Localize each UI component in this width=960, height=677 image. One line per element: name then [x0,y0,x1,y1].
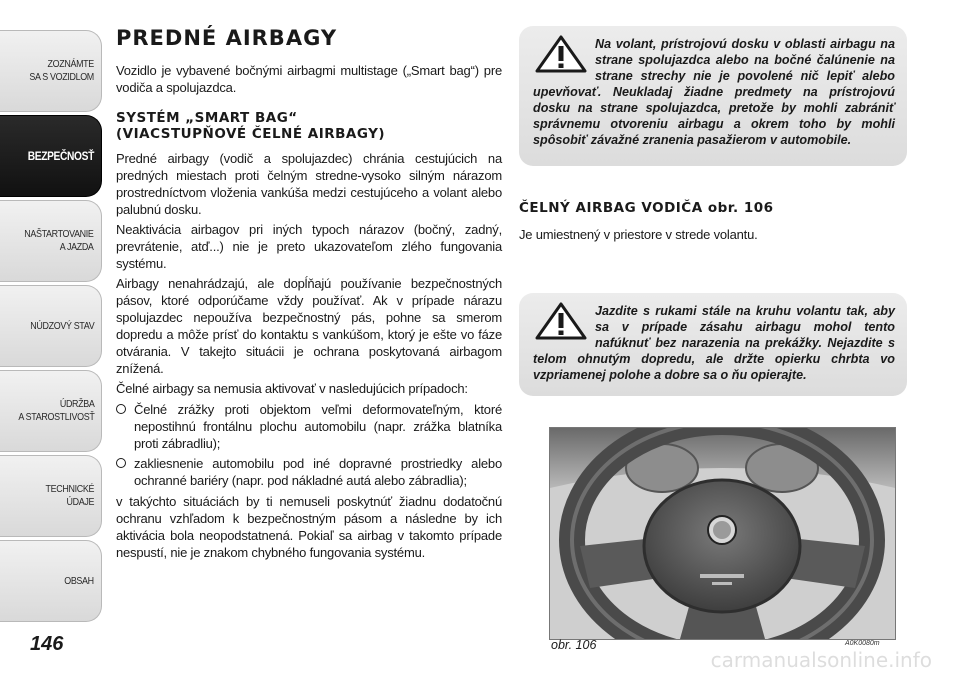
paragraph-3: Airbagy nenahrádzajú, ale dopĺňajú používanie bezpečnostných pásov, ktoré odporúčame vždy používať. Ak v prípade nárazu spolujazdec nepoužíva bezpečnostný pás, pohne sa smerom dopredu a môže prísť do kontaktu s vankúšom, ktorý je ešte vo fáze otvárania. V takejto situácii je ochrana poskytovaná airbagom znížená. [116,276,502,376]
tab-nudzovy-stav[interactable] [0,285,102,367]
tab-zoznamte-sa-s-vozidlom[interactable] [0,30,102,112]
list-item-text: zakliesnenie automobilu pod iné dopravné prostriedky alebo ochranné bariéry (napr. pod nákladné autá alebo zábradlia); [134,456,502,488]
intro-paragraph: Vozidlo je vybavené bočnými airbagmi multistage („Smart bag“) pre vodiča a spolujazdca. [116,63,502,95]
section-text-driver-airbag: Je umiestnený v priestore v strede volantu. [519,227,758,242]
warning-text-1-content: Na volant, prístrojovú dosku v oblasti airbagu na strane spolujazdca alebo na bočné čalúnenie na strane strechy nie je povolené nič lepiť alebo upevňovať. Neukladaj žiadne predmety na prístrojovú dosku na strane spolujazdca, pretože by mohli zabrániť správnemu otvoreniu airbagu a okrem toho by mohli spôsobiť závažné zranenia pasažierom v automobile. [533,37,895,147]
tab-label: BEZPEČNOSŤ [27,148,94,163]
warning-box-2 [519,293,907,396]
paragraph-2: Neaktivácia airbagov pri iných typoch nárazov (bočný, zadný, prevrátenie, atď...) nie je preto ukazovateľom zlého fungovania systému. [116,222,502,271]
bullet-list [116,401,502,489]
warning-text-1 [533,36,895,148]
tab-label: ÚDRŽBA A STAROSTLIVOSŤ [17,398,94,423]
figure-steering-wheel [549,427,896,640]
steering-wheel-airbag-illustration [550,428,895,639]
section-title-driver-airbag: ČELNÝ AIRBAG VODIČA obr. 106 [519,200,774,216]
watermark: carmanualsonline.info [710,648,932,672]
left-column [116,26,502,564]
bullet-circle-icon [116,404,126,414]
section-title-line-2: (VIACSTUPŇOVÉ ČELNÉ AIRBAGY) [116,126,386,142]
tab-label: ZOZNÁMTE SA S VOZIDLOM [29,58,94,83]
warning-text-2-content: Jazdite s rukami stále na kruhu volantu tak, aby sa v prípade zásahu airbagu mohol tento nafúknuť bez narazenia na prekážky. Nejazdite s telom ohnutým dopredu, ale držte opierku chrbta vo vzpriamenej polohe a dobre sa o ňu opierajte. [533,304,895,382]
section-title-line-1: SYSTÉM „SMART BAG“ [116,110,298,126]
warning-box-1 [519,26,907,166]
tab-obsah[interactable] [0,540,102,622]
tab-nastartovanie-a-jazda[interactable] [0,200,102,282]
list-item [116,455,502,489]
warning-triangle-icon [533,301,589,341]
figure-code: A0K0080m [845,640,880,647]
list-item [116,401,502,452]
bullet-circle-icon [116,458,126,468]
tab-label: TECHNICKÉ ÚDAJE [45,483,94,508]
paragraph-5: v takýchto situáciách by ti nemuseli poskytnúť žiadnu dodatočnú ochranu vzhľadom k bezpečnostným pásom a následne by ich aktivácia bola neopodstatnená. Pokiaľ sa airbag v takomto prípade nespustí, nie je znakom chybného fungovania systému. [116,494,502,560]
paragraph-4: Čelné airbagy sa nemusia aktivovať v nasledujúcich prípadoch: [116,381,468,396]
right-column [519,26,907,396]
tab-label: NAŠTARTOVANIE A JAZDA [24,228,94,253]
tab-label: OBSAH [64,574,94,587]
paragraph-1: Predné airbagy (vodič a spolujazdec) chránia cestujúcich na predných miestach proti čelným stredne-vysoko silným nárazom prostredníctvom vloženia vankúša medzi cestujúceho a volant alebo palubnú dosku. [116,151,502,217]
tab-bezpecnost[interactable] [0,115,102,197]
page-number: 146 [30,633,64,655]
tab-technicke-udaje[interactable] [0,455,102,537]
tab-udrzba-a-starostlivost[interactable] [0,370,102,452]
warning-triangle-icon [533,34,589,74]
section-title-smart-bag [116,110,502,142]
list-item-text: Čelné zrážky proti objektom veľmi deformovateľným, ktoré nepostihnú frontálnu plochu automobilu (napr. zrážka blatníka proti zábradliu); [134,402,502,451]
figure-caption: obr. 106 [551,638,597,652]
tab-label: NÚDZOVÝ STAV [29,319,94,332]
page-title: PREDNÉ AIRBAGY [116,26,338,50]
warning-text-2 [533,303,895,383]
